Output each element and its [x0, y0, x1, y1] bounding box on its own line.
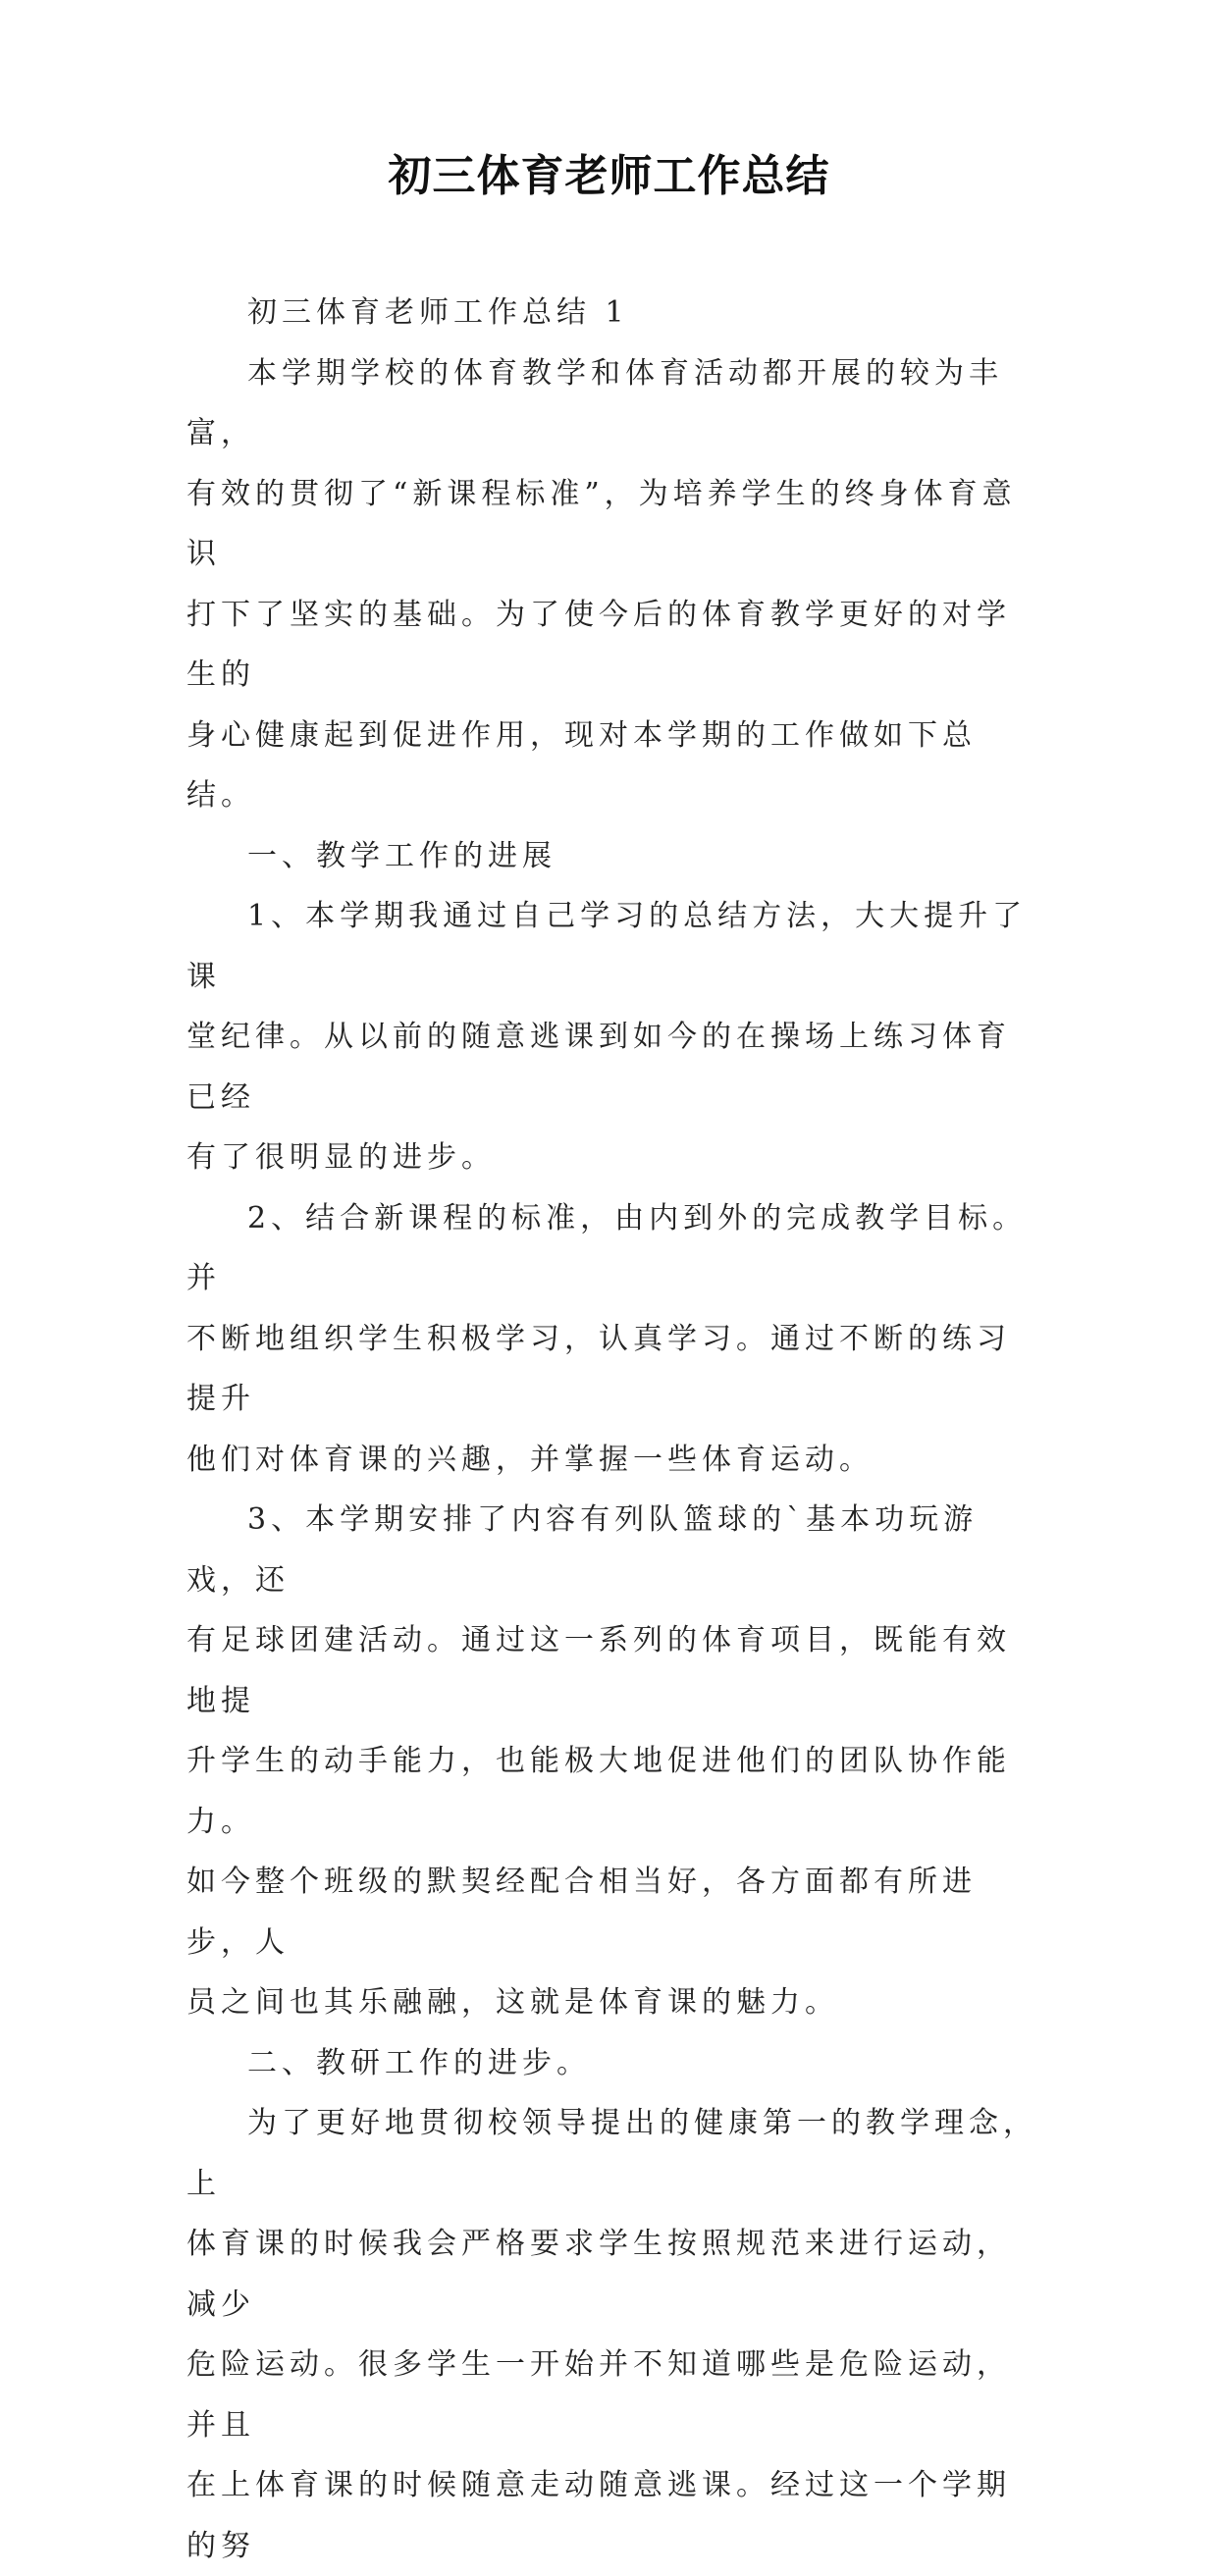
paragraph-item-2: 2、结合新课程的标准，由内到外的完成教学目标。并 不断地组织学生积极学习，认真学习。通过不断的练习提升 他们对体育课的兴趣，并掌握一些体育运动。	[186, 1200, 1028, 1477]
paragraph-item-1: 1、本学期我通过自己学习的总结方法，大大提升了课 堂纪律。从以前的随意逃课到如今的在操场上练习体育已经 有了很明显的进步。	[186, 899, 1028, 1175]
paragraph-item-3: 3、本学期安排了内容有列队篮球的`基本功玩游戏，还 有足球团建活动。通过这一系列的体育项目，既能有效地提 升学生的动手能力，也能极大地促进他们的团队协作能力。 如今整个班级的默契经配合相当好，各方面都有所进步，人 员之间也其乐融融，这就是体育课的魅力。	[186, 1502, 1011, 2020]
section-heading-teaching-work: 一、教学工作的进展	[247, 838, 556, 873]
document-body	[186, 283, 1042, 2576]
section-heading-summary-1: 初三体育老师工作总结 1	[247, 295, 629, 330]
paragraph-research: 为了更好地贯彻校领导提出的健康第一的教学理念，上 体育课的时候我会严格要求学生按照规范来进行运动，减少 危险运动。很多学生一开始并不知道哪些是危险运动，并且 在上体育课的时候随意走动随意逃课。经过这一个学期的努	[186, 2106, 1037, 2563]
document-title: 初三体育老师工作总结	[388, 151, 830, 201]
section-heading-research-work: 二、教研工作的进步。	[247, 2045, 591, 2080]
paragraph-intro: 本学期学校的体育教学和体育活动都开展的较为丰富， 有效的贯彻了“新课程标准”，为培养学生的终身体育意识 打下了坚实的基础。为了使今后的体育教学更好的对学生的 身心健康起到促进作用，现对本学期的工作做如下总结。	[186, 355, 1017, 813]
